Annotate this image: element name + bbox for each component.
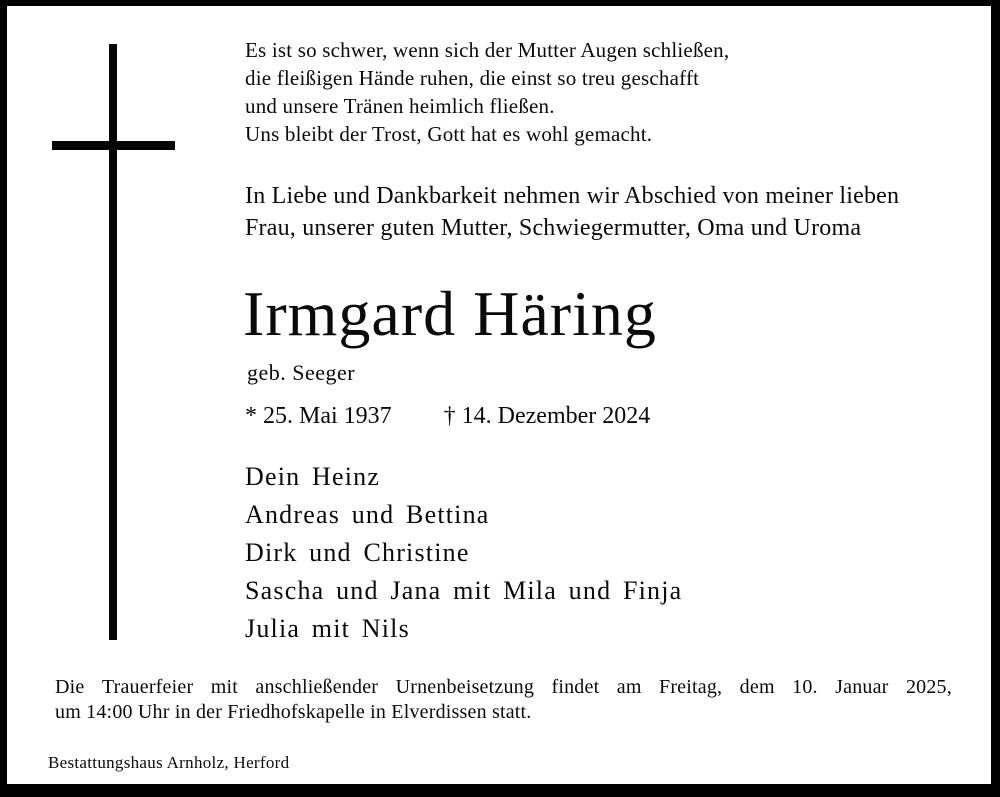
scan-border-left — [0, 0, 7, 797]
funeral-info-line-justified — [55, 675, 952, 700]
intro-line: Frau, unserer guten Mutter, Schwiegermutter, Oma und Uroma — [245, 215, 862, 241]
poem-line: Uns bleibt der Trost, Gott hat es wohl gemacht. — [245, 122, 653, 146]
funeral-info-word: Trauerfeier — [101, 676, 194, 698]
funeral-home-name: Bestattungshaus Arnholz, Herford — [48, 753, 290, 772]
funeral-info-word: dem — [739, 676, 775, 698]
funeral-info-word: 2025, — [905, 676, 952, 698]
intro-line: In Liebe und Dankbarkeit nehmen wir Abschied von meiner lieben — [245, 183, 900, 209]
funeral-info-word: Urnenbeisetzung — [395, 676, 535, 698]
birth-date: * 25. Mai 1937 — [245, 403, 392, 429]
poem-line: und unsere Tränen heimlich fließen. — [245, 94, 555, 118]
mourner-line: Andreas und Bettina — [245, 500, 490, 529]
funeral-info-word: Januar — [835, 676, 889, 698]
memorial-poem — [245, 36, 729, 148]
funeral-info-word: anschließender — [255, 676, 379, 698]
deceased-name: Irmgard Häring — [243, 278, 657, 349]
cross-vertical-bar — [109, 44, 117, 640]
scan-border-top — [0, 0, 1000, 6]
funeral-info — [55, 675, 952, 725]
poem-line: die fleißigen Hände ruhen, die einst so treu geschafft — [245, 66, 700, 90]
poem-line: Es ist so schwer, wenn sich der Mutter Augen schließen, — [245, 38, 730, 62]
funeral-info-word: am — [616, 676, 642, 698]
funeral-info-word: Freitag, — [659, 676, 723, 698]
funeral-info-word: mit — [210, 676, 238, 698]
mourner-line: Dein Heinz — [245, 462, 381, 491]
life-dates — [245, 402, 650, 430]
funeral-info-word: 10. — [792, 676, 818, 698]
mourner-line: Julia mit Nils — [245, 614, 410, 643]
death-date: † 14. Dezember 2024 — [443, 403, 651, 429]
scan-border-right — [991, 0, 1000, 797]
cross-horizontal-bar — [52, 141, 175, 150]
scan-border-bottom — [0, 784, 1000, 797]
funeral-info-line: um 14:00 Uhr in der Friedhofskapelle in Elverdissen statt. — [55, 701, 532, 723]
funeral-info-word: Die — [55, 676, 85, 698]
mourners-list — [245, 458, 682, 648]
funeral-info-word: findet — [551, 676, 600, 698]
mourner-line: Dirk und Christine — [245, 538, 470, 567]
maiden-name: geb. Seeger — [247, 360, 356, 385]
farewell-intro — [245, 180, 899, 244]
mourner-line: Sascha und Jana mit Mila und Finja — [245, 576, 683, 605]
